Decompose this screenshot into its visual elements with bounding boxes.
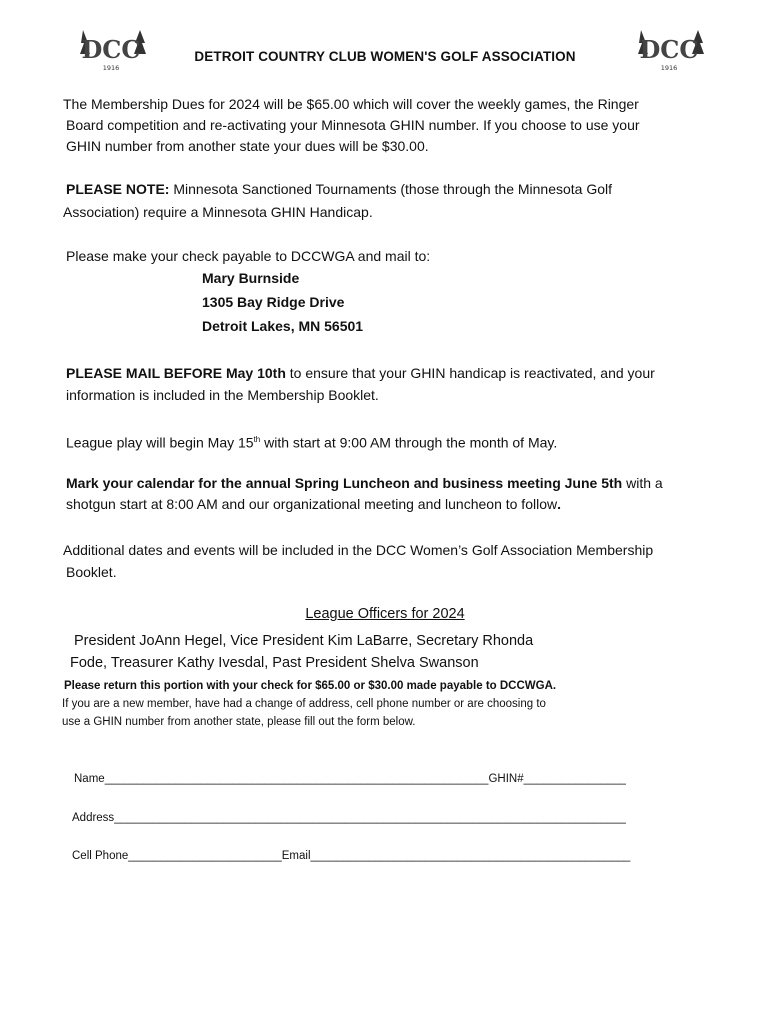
mail-before-line-1: to ensure that your GHIN handicap is reactivated, and your (285, 365, 655, 381)
svg-text:1916: 1916 (102, 64, 120, 72)
svg-text:1916: 1916 (660, 64, 678, 72)
calendar-line-1: with a (622, 475, 663, 491)
return-line-1: If you are a new member, have had a change of address, cell phone number or are choosing to (62, 698, 546, 710)
mail-before-label: PLEASE MAIL BEFORE May 10th (66, 365, 286, 381)
address-row (72, 812, 626, 824)
return-line-2: use a GHIN number from another state, please fill out the form below. (62, 716, 416, 728)
dues-line-2: Board competition and re-activating your Minnesota GHIN number. If you choose to use your (66, 117, 640, 133)
mail-name: Mary Burnside (202, 270, 300, 286)
additional-line-1: Additional dates and events will be included in the DCC Women’s Golf Association Membership (63, 542, 654, 558)
return-instructions: Please return this portion with your check for $65.00 or $30.00 made payable to DCCWGA. (64, 680, 557, 692)
ghin-field[interactable]: ________________ (523, 773, 626, 785)
svg-text:DCC: DCC (639, 35, 699, 64)
name-field[interactable]: ____________________________________________________________ (104, 773, 489, 785)
note-label: PLEASE NOTE: (66, 181, 170, 197)
note-line-1: Minnesota Sanctioned Tournaments (those through the Minnesota Golf (169, 181, 613, 197)
email-label: Email (281, 850, 311, 862)
mail-city: Detroit Lakes, MN 56501 (202, 318, 364, 334)
name-row (74, 773, 626, 785)
league-play (66, 429, 557, 454)
name-label: Name (74, 773, 105, 785)
league-sup: th (253, 435, 261, 444)
league-after: with start at 9:00 AM through the month of May. (260, 434, 558, 451)
officers-heading: League Officers for 2024 (305, 606, 465, 622)
calendar-line-2-wrap (66, 494, 561, 516)
cell-phone-field[interactable]: ________________________ (128, 850, 282, 862)
calendar-period: . (557, 496, 561, 512)
contact-row (72, 850, 630, 862)
additional-line-2: Booklet. (66, 564, 117, 580)
note-paragraph (66, 179, 612, 201)
mail-before-line-2: information is included in the Membership Booklet. (66, 387, 379, 403)
officers-line-2: Fode, Treasurer Kathy Ivesdal, Past President Shelva Swanson (70, 655, 479, 671)
address-label: Address (72, 812, 115, 824)
ghin-label: GHIN# (488, 773, 524, 785)
officers-line-1: President JoAnn Hegel, Vice President Kim LaBarre, Secretary Rhonda (74, 633, 534, 649)
email-field[interactable]: __________________________________________________ (310, 850, 631, 862)
calendar-label: Mark your calendar for the annual Spring Luncheon and business meeting June 5th (66, 475, 623, 491)
dues-line-3: GHIN number from another state your dues will be $30.00. (66, 138, 429, 154)
address-field[interactable]: ________________________________________________________________________________ (114, 812, 626, 824)
svg-text:DCC: DCC (81, 35, 141, 64)
mail-before-paragraph (66, 363, 655, 385)
calendar-line-2: shotgun start at 8:00 AM and our organizational meeting and luncheon to follow (66, 496, 558, 512)
payment-intro: Please make your check payable to DCCWGA and mail to: (66, 248, 431, 264)
calendar-paragraph (66, 473, 663, 495)
dues-line-1: The Membership Dues for 2024 will be $65.00 which will cover the weekly games, the Ringer (63, 96, 639, 112)
mail-street: 1305 Bay Ridge Drive (202, 294, 345, 310)
note-line-2: Association) require a Minnesota GHIN Handicap. (63, 204, 373, 220)
league-before: League play will begin May 15 (66, 434, 254, 451)
cell-phone-label: Cell Phone (72, 850, 129, 862)
page-title: DETROIT COUNTRY CLUB WOMEN'S GOLF ASSOCIATION (194, 49, 576, 64)
